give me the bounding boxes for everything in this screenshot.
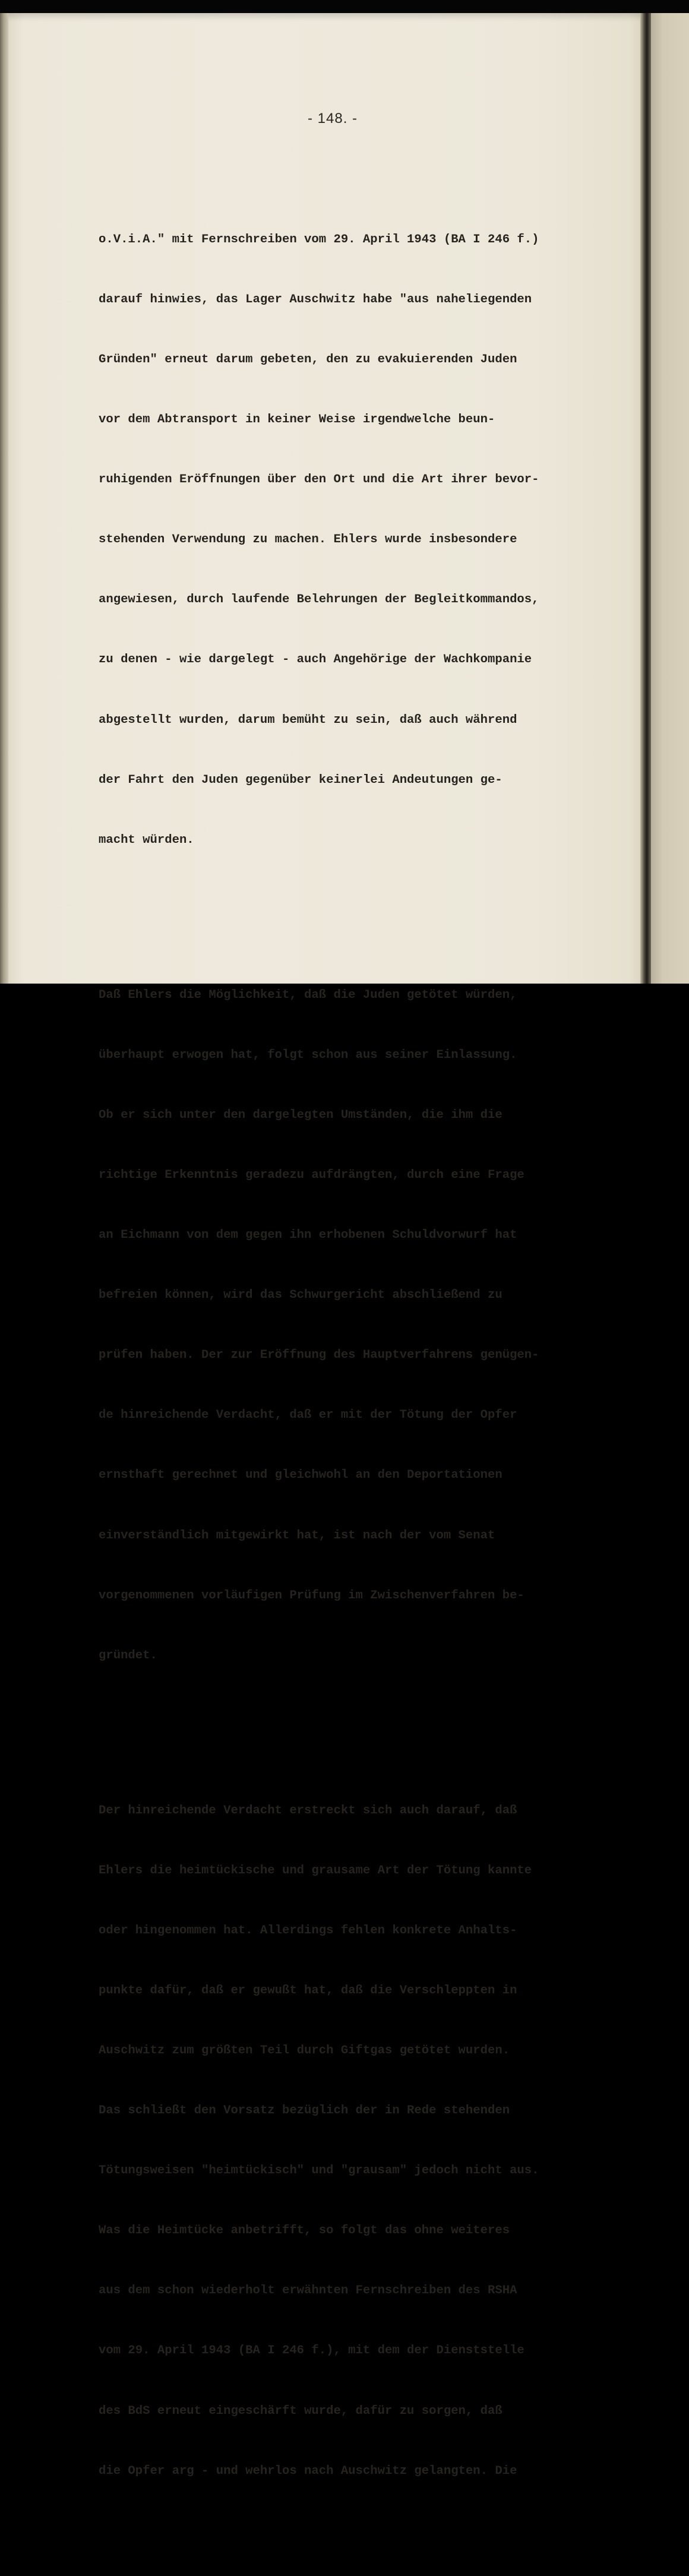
text-line: befreien können, wird das Schwurgericht abschließend zu [99,1288,502,1303]
adjacent-page-edge [651,13,689,984]
text-line: Was die Heimtücke anbetrifft, so folgt das ohne weiteres [99,2224,510,2238]
text-line: punkte dafür, daß er gewußt hat, daß die Verschleppten in [99,1983,517,1997]
paragraph-3 [99,1760,633,2521]
text-line: an Eichmann von dem gegen ihn erhobenen Schuldvorwurf hat [99,1228,517,1243]
text-line: einverständlich mitgewirkt hat, ist nach der vom Senat [99,1528,495,1543]
text-line: angewiesen, durch laufende Belehrungen der Begleitkommandos, [99,593,539,607]
book-spine [640,13,651,984]
text-line: Der hinreichende Verdacht erstreckt sich auch darauf, daß [99,1803,517,1818]
text-line: darauf hinwies, das Lager Auschwitz habe "aus naheliegenden [99,292,532,306]
text-line: vor dem Abtransport in keiner Weise irgendwelche beun- [99,413,495,427]
text-line: stehenden Verwendung zu machen. Ehlers wurde insbesondere [99,533,517,547]
text-line: de hinreichende Verdacht, daß er mit der Tötung der Opfer [99,1408,517,1423]
text-line: prüfen haben. Der zur Eröffnung des Hauptverfahrens genügen- [99,1348,539,1363]
text-line: Das schließt den Vorsatz bezüglich der in Rede stehenden [99,2104,510,2118]
page-number: - 148. - [307,110,358,127]
text-line: Auschwitz zum größten Teil durch Giftgas getötet wurden. [99,2043,510,2057]
text-line: ernsthaft gerechnet und gleichwohl an den Deportationen [99,1468,502,1483]
text-line: Daß Ehlers die Möglichkeit, daß die Juden getötet würden, [99,988,517,1002]
text-line: vorgenommenen vorläufigen Prüfung im Zwischenverfahren be- [99,1588,524,1603]
paragraph-1 [99,189,633,890]
paragraph-2 [99,945,633,1706]
text-line: abgestellt wurden, darum bemüht zu sein, daß auch während [99,713,517,727]
text-line: überhaupt erwogen hat, folgt schon aus seiner Einlassung. [99,1048,517,1062]
text-line: vom 29. April 1943 (BA I 246 f.), mit dem der Dienststelle [99,2344,524,2358]
body-text [99,150,633,2576]
text-line: ruhigenden Eröffnungen über den Ort und die Art ihrer bevor- [99,473,539,487]
text-line: Tötungsweisen "heimtückisch" und "grausam" jedoch nicht aus. [99,2164,539,2178]
text-line: Ehlers die heimtückische und grausame Art der Tötung kannte [99,1863,532,1878]
text-line: richtige Erkenntnis geradezu aufdrängten, durch eine Frage [99,1168,524,1182]
text-line: aus dem schon wiederholt erwähnten Fernschreiben des RSHA [99,2284,517,2298]
text-line: der Fahrt den Juden gegenüber keinerlei Andeutungen ge- [99,773,502,787]
text-line: die Opfer arg - und wehrlos nach Auschwitz gelangten. Die [99,2464,517,2478]
text-line: Ob er sich unter den dargelegten Umständen, die ihm die [99,1108,502,1122]
text-line: gründet. [99,1648,157,1662]
text-line: des BdS erneut eingeschärft wurde, dafür zu sorgen, daß [99,2404,502,2418]
text-line: oder hingenommen hat. Allerdings fehlen konkrete Anhalts- [99,1923,517,1937]
text-line: zu denen - wie dargelegt - auch Angehörige der Wachkompanie [99,653,532,667]
text-line: o.V.i.A." mit Fernschreiben vom 29. April 1943 (BA I 246 f.) [99,232,539,246]
scan-border-top [0,0,689,14]
page-left-edge [0,13,8,984]
text-line: macht würden. [99,833,194,847]
text-line: Gründen" erneut darum gebeten, den zu evakuierenden Juden [99,353,517,366]
